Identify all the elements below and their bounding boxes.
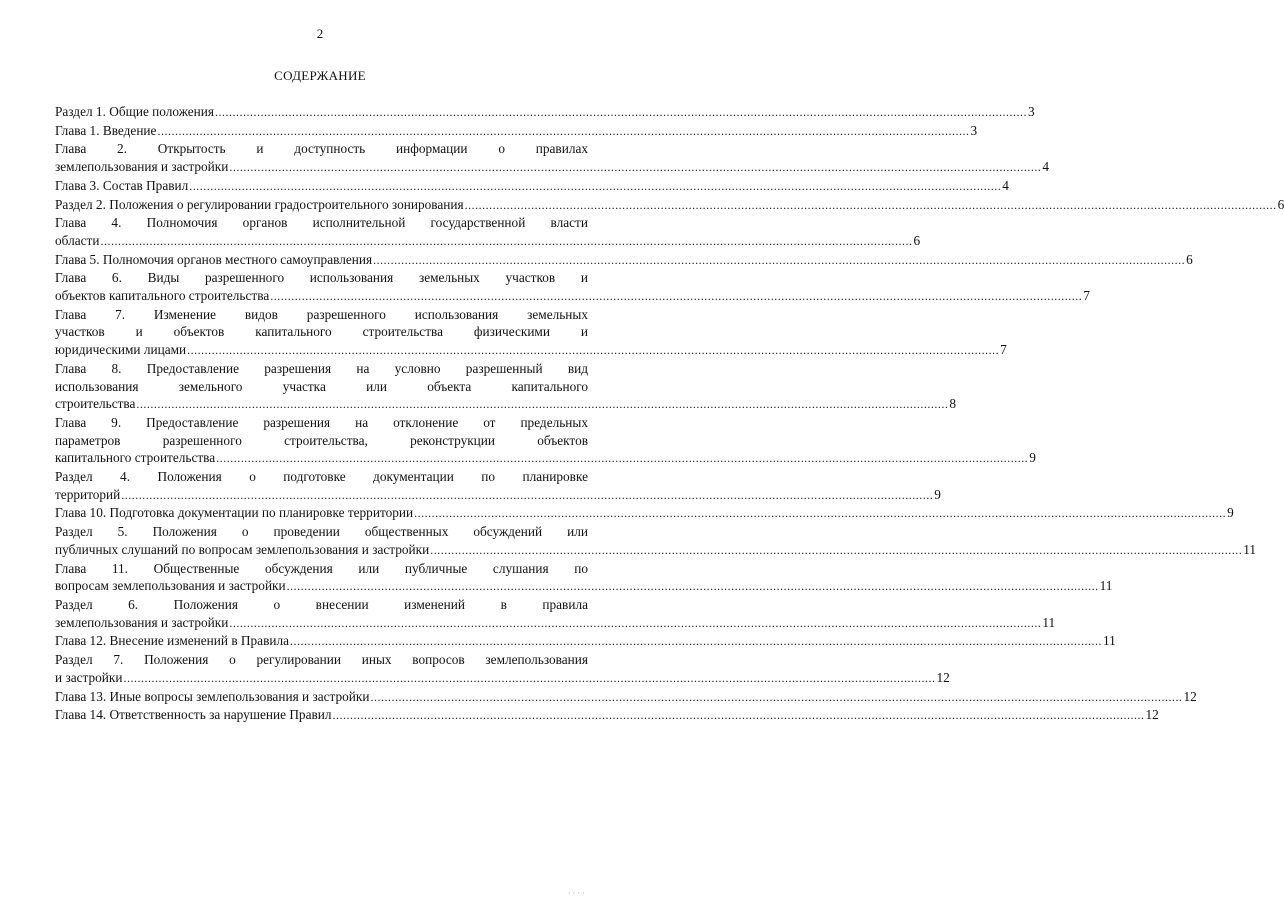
toc-entry-title: землепользования и застройки [55,159,229,175]
toc-entry-line [55,232,921,251]
toc-entry-title: вопросам землепользования и застройки [55,578,286,594]
toc-entry-title: области [55,232,100,248]
scan-artifact: · · · · [568,889,585,898]
dot-leader [136,395,948,414]
toc-page-number: 4 [1002,177,1009,193]
toc-entry-line [55,103,1035,122]
toc-entry-line: участков и объектов капитального строительства физическими и [55,324,588,340]
toc-entry [55,269,1090,305]
toc-page-number: 6 [913,232,921,248]
toc-entry [55,196,1284,215]
dot-leader [215,103,1027,122]
dot-leader [189,177,1001,196]
dot-leader [270,287,1082,306]
toc-entry-title: Глава 10. Подготовка документации по планировке территории [55,505,414,521]
toc-entry [55,651,950,687]
toc-page-number: 3 [1028,104,1035,119]
toc-page-number: 6 [1277,196,1284,212]
toc-entry-title: Раздел 1. Общие положения [55,104,214,119]
toc-entry-line [55,486,941,505]
toc-page-number: 12 [936,669,950,685]
toc-entry-line: Глава 8. Предоставление разрешения на условно разрешенный вид [55,360,588,376]
toc-entry-line: Глава 7. Изменение видов разрешенного использования земельных [55,306,588,322]
toc-entry-title: Глава 1. Введение [55,122,157,138]
toc-entry-title: Глава 13. Иные вопросы землепользования и застройки [55,688,370,704]
dot-leader [121,486,933,505]
toc-entry [55,140,1050,176]
toc-entry [55,632,1116,651]
toc-entry-line [55,158,1050,177]
dot-leader [216,449,1028,468]
toc-entry-title: Глава 5. Полномочия органов местного самоуправления [55,251,373,267]
toc-entry [55,414,1036,468]
toc-title: СОДЕРЖАНИЕ [274,68,366,83]
toc-entry [55,706,1159,725]
toc-page-number: 11 [1103,633,1116,649]
toc-entry [55,214,921,250]
toc-entry-line: использования земельного участка или объекта капитального [55,378,588,394]
toc-entry-title: Раздел 2. Положения о регулировании градостроительного зонирования [55,196,464,212]
toc-entry-line [55,577,1113,596]
dot-leader [373,251,1185,270]
toc-entry-line [55,614,1056,633]
toc-entry [55,560,1113,596]
toc-page-number: 6 [1186,251,1193,267]
toc-entry-title: публичных слушаний по вопросам землепользования и застройки [55,541,430,557]
dot-leader [430,541,1242,560]
toc-entry-line [55,449,1036,468]
dot-leader [290,632,1102,651]
dot-leader [370,688,1182,707]
page-number: 2 [316,26,324,41]
toc-entry [55,251,1193,270]
toc-page-number: 11 [1243,541,1257,557]
toc-entry-title: Глава 3. Состав Правил [55,177,189,193]
toc-entry [55,306,1007,360]
toc-entry-title: территорий [55,486,121,502]
dot-leader [333,706,1145,725]
toc-entry-line [55,395,957,414]
toc-entry [55,504,1234,523]
toc-entry-line [55,341,1007,360]
toc-entry [55,177,1009,196]
toc-page-number: 8 [949,396,957,412]
dot-leader [100,232,912,251]
dot-leader [465,196,1277,215]
toc-entry-line: Глава 2. Открытость и доступность информации о правилах [55,141,588,157]
toc-page-number: 4 [1042,159,1050,175]
toc-page-number: 12 [1145,707,1159,723]
dot-leader [287,577,1099,596]
toc-entry-title: Глава 12. Внесение изменений в Правила [55,633,290,649]
toc-entry-title: строительства [55,396,136,412]
toc-entry-line [55,287,1090,306]
toc-entry-line [55,632,1116,651]
toc-entry [55,468,941,504]
toc-entry [55,688,1197,707]
toc-entry [55,596,1056,632]
table-of-contents [55,103,1284,725]
toc-page-number: 9 [934,486,941,502]
dot-leader [123,669,935,688]
toc-page-number: 11 [1042,614,1056,630]
toc-page-number: 3 [970,122,978,138]
toc-entry [55,523,1257,559]
toc-page-number: 11 [1099,578,1113,594]
toc-entry-line: параметров разрешенного строительства, реконструкции объектов [55,432,588,448]
toc-entry-line: Раздел 6. Положения о внесении изменений в правила [55,596,588,612]
toc-page-number: 9 [1029,450,1036,466]
toc-entry-line: Глава 11. Общественные обсуждения или публичные слушания по [55,560,588,576]
toc-entry-title: объектов капитального строительства [55,288,270,304]
dot-leader [157,122,969,141]
toc-entry-line [55,541,1257,560]
toc-entry-title: землепользования и застройки [55,614,229,630]
toc-entry-title: и застройки [55,669,123,685]
dot-leader [229,614,1041,633]
toc-entry-line [55,196,1284,215]
toc-entry-line [55,688,1197,707]
dot-leader [187,341,999,360]
toc-entry-line: Глава 6. Виды разрешенного использования земельных участков и [55,270,588,286]
toc-entry-line [55,251,1193,270]
dot-leader [414,504,1226,523]
toc-entry-line: Раздел 4. Положения о подготовке документации по планировке [55,469,588,485]
toc-page-number: 7 [1000,342,1007,358]
toc-entry-line [55,177,1009,196]
toc-entry [55,122,978,141]
toc-page-number: 9 [1227,505,1234,521]
toc-entry-title: капитального строительства [55,450,216,466]
toc-entry-line: Глава 9. Предоставление разрешения на отклонение от предельных [55,414,588,430]
dot-leader [229,158,1041,177]
toc-entry-line [55,122,978,141]
toc-page-number: 12 [1183,688,1197,704]
toc-entry-line [55,706,1159,725]
toc-entry-line: Раздел 5. Положения о проведении общественных обсуждений или [55,524,588,540]
toc-entry [55,103,1035,122]
toc-entry-line: Глава 4. Полномочия органов исполнительной государственной власти [55,215,588,231]
toc-entry [55,360,957,414]
toc-page-number: 7 [1083,288,1090,304]
toc-entry-line [55,504,1234,523]
toc-entry-line: Раздел 7. Положения о регулировании иных вопросов землепользования [55,652,588,668]
toc-entry-line [55,669,950,688]
toc-entry-title: Глава 14. Ответственность за нарушение Правил [55,707,332,723]
toc-entry-title: юридическими лицами [55,342,187,358]
